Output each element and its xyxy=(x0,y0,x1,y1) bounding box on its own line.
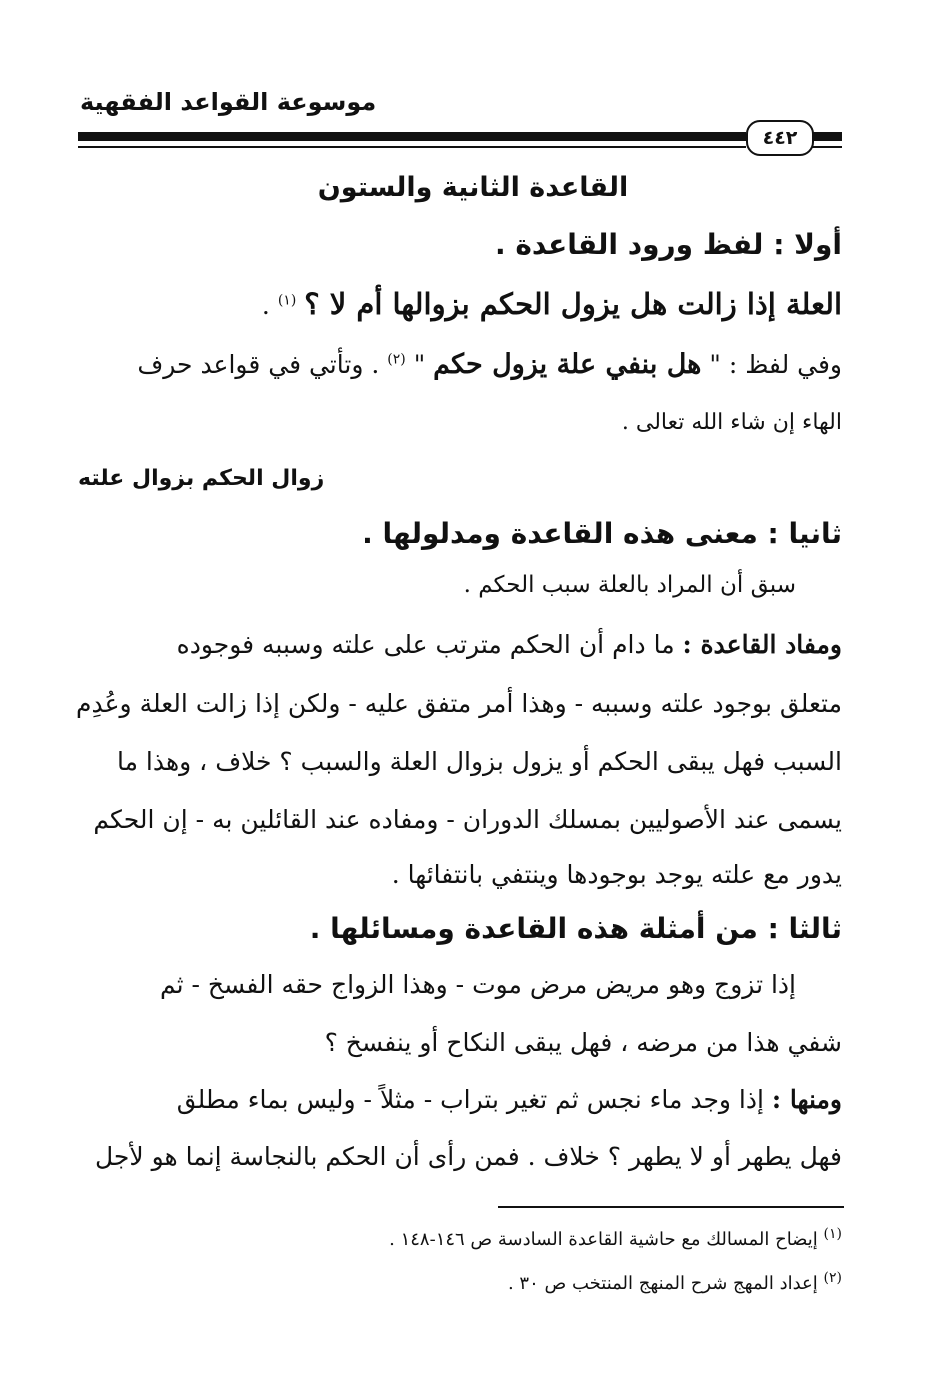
section1-heading: أولا : لفظ ورود القاعدة . xyxy=(495,228,842,261)
section3-heading: ثالثا : من أمثلة هذه القاعدة ومسائلها . xyxy=(309,912,842,945)
rule-statement-end: . xyxy=(261,291,270,320)
footnote-2-mark: (٢) xyxy=(823,1270,842,1286)
footnote-2 xyxy=(508,1270,842,1294)
section2-line5: يسمى عند الأصوليين بمسلك الدوران - ومفاده عند القائلين به - إن الحكم xyxy=(93,805,842,834)
section2-line2-lead: ومفاد القاعدة : xyxy=(682,630,842,659)
alt-wording-line2: الهاء إن شاء الله تعالى . xyxy=(621,410,842,435)
rule-title: القاعدة الثانية والستون xyxy=(317,172,629,203)
section2-line4: السبب فهل يبقى الحكم أو يزول بزوال العلة والسبب ؟ خلاف ، وهذا ما xyxy=(116,747,842,776)
header-rule-thick xyxy=(78,132,746,141)
side-title: زوال الحكم بزوال علته xyxy=(78,466,325,491)
section2-heading: ثانيا : معنى هذه القاعدة ومدلولها . xyxy=(362,517,842,550)
alt-wording-line xyxy=(137,349,842,381)
footnote-1-text: إيضاح المسالك مع حاشية القاعدة السادسة ص ١٤٦-١٤٨ . xyxy=(389,1229,818,1250)
footnote-1 xyxy=(389,1226,842,1250)
page-number-badge xyxy=(746,120,814,156)
section3-line3 xyxy=(177,1085,842,1115)
rule-statement xyxy=(262,287,842,322)
header-rule-thick-right xyxy=(812,132,842,141)
alt-wording-text: هل بنفي علة يزول حكم xyxy=(433,349,702,380)
alt-wording-quote: " xyxy=(413,350,426,379)
header-rule-thin-right xyxy=(812,146,842,148)
running-header-title: موسوعة القواعد الفقهية xyxy=(80,88,377,116)
footnote-separator xyxy=(498,1206,844,1208)
section3-line3-rest: إذا وجد ماء نجس ثم تغير بتراب - مثلاً - وليس بماء مطلق xyxy=(176,1085,772,1114)
footnote-ref-1: (١) xyxy=(277,292,297,309)
section3-line4: فهل يطهر أو لا يطهر ؟ خلاف . فمن رأى أن الحكم بالنجاسة إنما هو لأجل xyxy=(95,1142,842,1171)
section2-line3: متعلق بوجود علته وسببه - وهذا أمر متفق عليه - ولكن إذا زالت العلة وعُدِم xyxy=(76,689,842,718)
section2-line1: سبق أن المراد بالعلة سبب الحكم . xyxy=(463,572,796,598)
rule-statement-text: العلة إذا زالت هل يزول الحكم بزوالها أم لا ؟ xyxy=(304,287,842,321)
footnote-2-text: إعداد المهج شرح المنهج المنتخب ص ٣٠ . xyxy=(507,1273,818,1294)
section2-line6: يدور مع علته يوجد بوجودها وينتفي بانتفائها . xyxy=(391,860,842,889)
header-rule-thin xyxy=(78,146,746,148)
alt-wording-suffix: . وتأتي في قواعد حرف xyxy=(137,350,380,379)
footnote-ref-2: (٢) xyxy=(387,351,406,368)
section2-line2-rest: ما دام أن الحكم مترتب على علته وسببه فوجوده xyxy=(176,630,683,659)
section3-line1: إذا تزوج وهو مريض مرض موت - وهذا الزواج حقه الفسخ - ثم xyxy=(159,970,796,999)
section3-line2: شفي هذا من مرضه ، فهل يبقى النكاح أو ينفسخ ؟ xyxy=(324,1028,842,1057)
page-number: ٤٤٢ xyxy=(762,127,798,149)
alt-wording-prefix: وفي لفظ : " xyxy=(709,350,842,379)
section3-line3-lead: ومنها : xyxy=(771,1085,842,1114)
section2-line2 xyxy=(177,630,842,660)
footnote-1-mark: (١) xyxy=(823,1226,842,1242)
